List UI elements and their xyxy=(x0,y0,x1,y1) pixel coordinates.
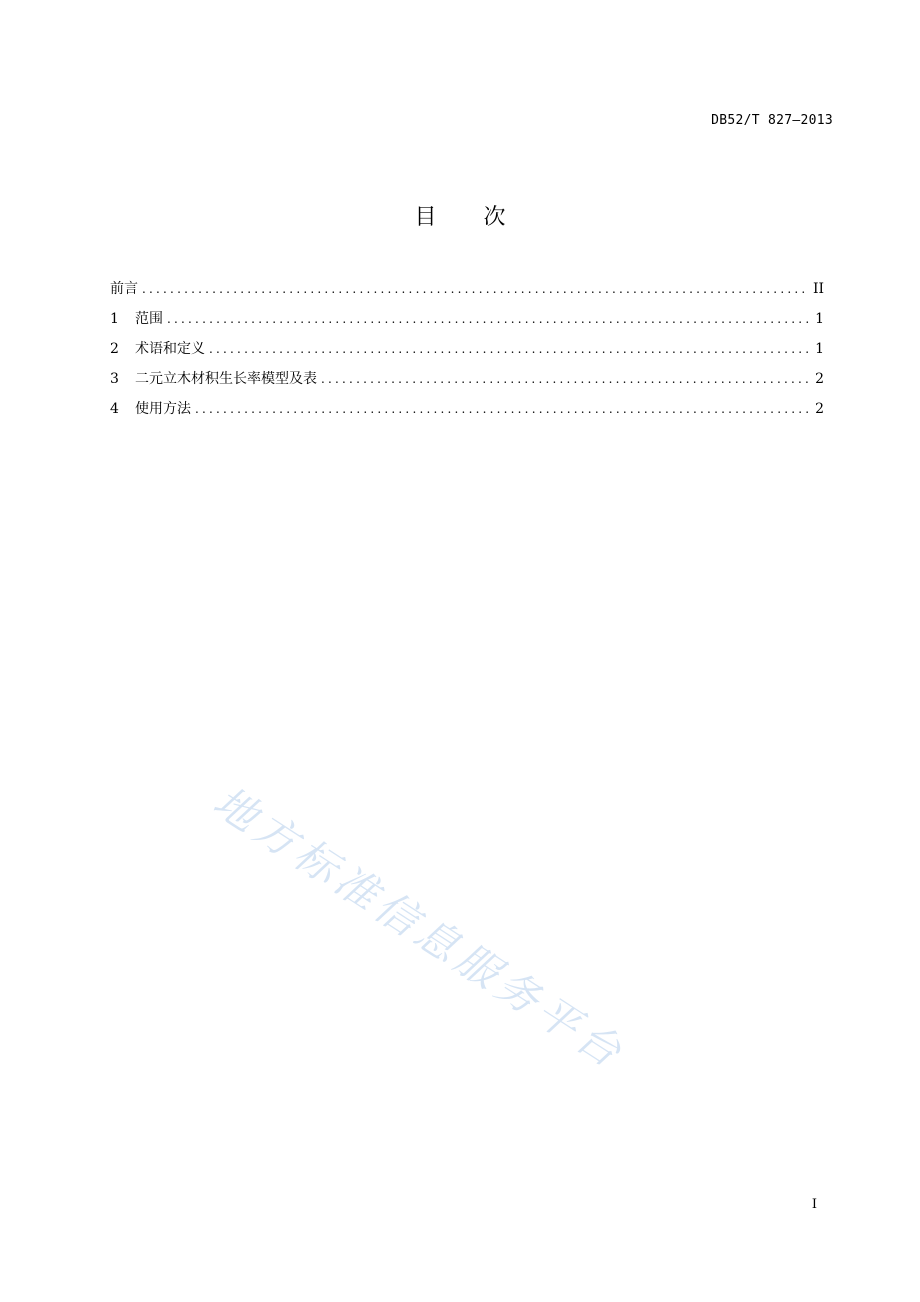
toc-entry-foreword[interactable] xyxy=(110,278,824,308)
toc-entry-label: 二元立木材积生长率模型及表 xyxy=(135,371,317,387)
toc-entry-label: 使用方法 xyxy=(135,401,191,417)
toc-dot-leader xyxy=(195,398,810,420)
toc-entry-page: 1 xyxy=(815,341,824,357)
toc-entry-number: 2 xyxy=(110,341,119,357)
toc-entry-models[interactable] xyxy=(110,368,824,398)
toc-entry-label: 范围 xyxy=(135,311,163,327)
toc-entry-terms[interactable] xyxy=(110,338,824,368)
toc-title: 目 次 xyxy=(414,205,506,230)
toc-entry-number: 4 xyxy=(110,401,119,417)
toc-entry-number: 1 xyxy=(110,311,119,327)
toc-entry-label: 术语和定义 xyxy=(135,341,205,357)
toc-entry-label: 前言 xyxy=(110,281,138,297)
document-code: DB52/T 827—2013 xyxy=(711,113,833,128)
watermark-text: 地方标准信息服务平台 xyxy=(204,776,635,1080)
toc-entry-usage[interactable] xyxy=(110,398,824,428)
toc-dot-leader xyxy=(142,278,809,300)
toc-entry-number: 3 xyxy=(110,371,119,387)
toc-entry-scope[interactable] xyxy=(110,308,824,338)
toc-dot-leader xyxy=(167,308,810,330)
toc-dot-leader xyxy=(321,368,810,390)
toc-dot-leader xyxy=(209,338,810,360)
toc-entry-page: 2 xyxy=(815,371,824,387)
toc-entry-page: II xyxy=(812,281,824,297)
watermark xyxy=(203,770,672,1104)
toc-entry-page: 2 xyxy=(815,401,824,417)
page-number: I xyxy=(811,1197,817,1212)
toc-entry-page: 1 xyxy=(815,311,824,327)
table-of-contents xyxy=(110,278,824,428)
